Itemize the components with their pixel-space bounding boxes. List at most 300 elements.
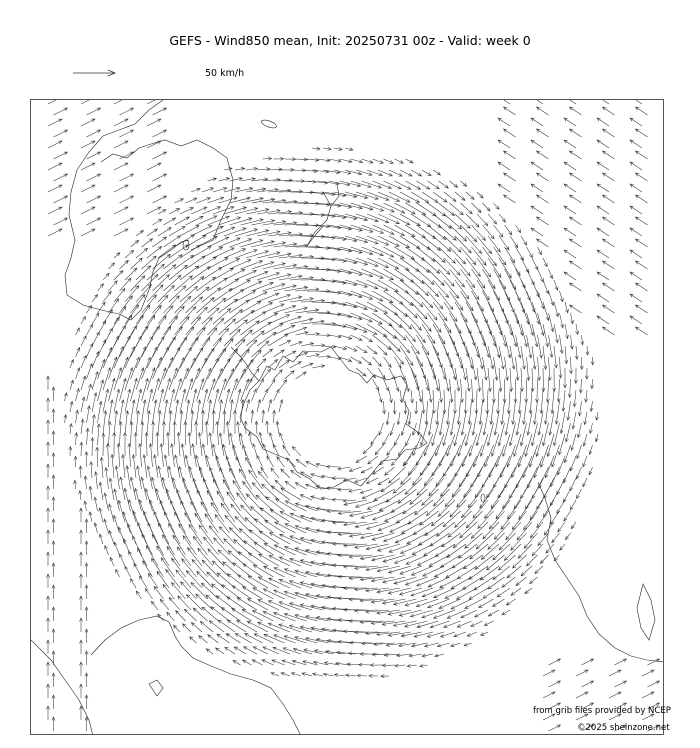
wind-arrow <box>356 368 366 376</box>
wind-arrow <box>448 522 466 537</box>
wind-arrow <box>361 511 383 519</box>
wind-arrow <box>147 368 155 390</box>
wind-arrow <box>597 228 609 236</box>
wind-arrow <box>585 368 588 379</box>
wind-arrow <box>432 390 435 413</box>
wind-arrow <box>118 500 125 522</box>
wind-arrow <box>560 313 564 328</box>
wind-arrow <box>230 177 243 181</box>
wind-arrow <box>497 588 510 597</box>
wind-arrow <box>433 214 451 229</box>
wind-arrow <box>406 379 410 391</box>
wind-arrow <box>327 531 350 534</box>
wind-arrow <box>268 253 291 258</box>
wind-arrow <box>480 489 494 508</box>
wind-arrow <box>378 390 382 402</box>
wind-arrow <box>501 511 516 529</box>
wind-arrow <box>52 431 55 445</box>
wind-arrow <box>217 491 230 511</box>
wind-arrow <box>504 151 516 159</box>
wind-arrow <box>96 447 99 467</box>
wind-arrow <box>180 389 186 412</box>
wind-arrow <box>451 445 461 466</box>
wind-arrow <box>252 282 274 291</box>
wind-arrow <box>273 445 279 457</box>
wind-arrow <box>570 305 582 313</box>
wind-arrow <box>514 489 526 509</box>
wind-arrow <box>98 284 104 291</box>
wind-arrow <box>531 206 543 214</box>
wind-arrow <box>171 444 175 467</box>
wind-arrow <box>142 534 153 555</box>
wind-arrow <box>81 336 86 346</box>
wind-arrow <box>411 566 433 575</box>
wind-arrow <box>448 467 461 487</box>
wind-arrow <box>276 421 279 434</box>
wind-arrow <box>243 660 252 665</box>
wind-arrow <box>505 313 513 335</box>
wind-arrow <box>417 621 439 628</box>
wind-arrow <box>136 389 142 412</box>
wind-arrow <box>384 379 389 391</box>
wind-arrow <box>579 379 582 393</box>
wind-arrow <box>89 486 92 500</box>
wind-arrow <box>411 192 429 203</box>
wind-arrow <box>338 467 351 470</box>
wind-arrow <box>361 533 384 539</box>
wind-arrow <box>439 357 446 379</box>
wind-arrow <box>76 389 80 402</box>
wind-arrow <box>266 421 269 434</box>
wind-arrow <box>597 206 609 214</box>
wind-arrow <box>257 455 263 467</box>
wind-arrow <box>636 195 648 203</box>
wind-arrow <box>563 368 566 388</box>
wind-arrow <box>559 357 562 378</box>
wind-arrow <box>335 673 346 676</box>
wind-arrow <box>570 478 576 491</box>
wind-arrow <box>439 335 449 356</box>
wind-arrow <box>208 278 228 291</box>
wind-arrow <box>213 268 233 280</box>
wind-arrow <box>132 455 136 478</box>
wind-arrow <box>527 313 534 336</box>
wind-arrow <box>285 481 295 489</box>
wind-arrow <box>224 269 245 280</box>
wind-arrow <box>191 622 202 632</box>
wind-arrow <box>405 599 428 606</box>
wind-arrow <box>225 647 235 654</box>
wind-arrow <box>152 534 163 555</box>
wind-arrow <box>446 566 466 578</box>
wind-arrow <box>169 245 188 258</box>
wind-arrow <box>296 372 307 379</box>
wind-arrow <box>125 411 129 434</box>
wind-arrow <box>79 508 82 522</box>
wind-arrow <box>256 495 273 511</box>
wind-arrow <box>555 401 559 424</box>
wind-arrow <box>92 393 97 412</box>
wind-arrow <box>253 565 273 577</box>
wind-arrow <box>135 488 142 511</box>
wind-arrow <box>257 400 261 413</box>
wind-arrow <box>169 524 180 545</box>
wind-arrow <box>279 296 302 302</box>
wind-arrow <box>466 368 470 391</box>
wind-arrow <box>345 280 367 287</box>
wind-arrow <box>477 368 481 391</box>
wind-arrow <box>400 258 419 272</box>
wind-arrow <box>558 522 565 532</box>
wind-arrow <box>597 294 609 302</box>
wind-arrow <box>340 203 363 209</box>
wind-arrow <box>175 379 182 402</box>
wind-arrow <box>591 379 594 389</box>
wind-arrow <box>383 555 406 562</box>
wind-arrow <box>81 229 95 236</box>
wind-arrow <box>274 389 279 401</box>
wind-arrow <box>603 107 615 115</box>
wind-arrow <box>457 621 471 627</box>
wind-arrow <box>54 174 68 181</box>
wind-arrow <box>104 519 109 533</box>
wind-arrow <box>357 674 367 677</box>
wind-arrow <box>498 140 510 148</box>
wind-arrow <box>243 445 252 467</box>
wind-arrow <box>505 269 516 290</box>
wind-arrow <box>195 422 198 445</box>
wind-arrow <box>630 250 642 258</box>
wind-arrow <box>642 670 654 676</box>
wind-arrow <box>417 269 435 285</box>
wind-arrow <box>636 305 648 313</box>
wind-arrow <box>454 632 466 637</box>
wind-arrow <box>177 433 180 456</box>
wind-arrow <box>75 433 78 445</box>
wind-arrow <box>70 360 74 369</box>
wind-arrow <box>52 453 55 467</box>
wind-arrow <box>564 228 576 236</box>
wind-arrow <box>384 313 402 328</box>
wind-arrow <box>543 500 554 517</box>
wind-arrow <box>167 612 175 621</box>
wind-arrow <box>549 313 554 332</box>
wind-arrow <box>503 379 506 403</box>
wind-arrow <box>564 118 576 126</box>
wind-arrow <box>257 273 279 281</box>
wind-arrow <box>510 236 518 248</box>
wind-arrow <box>216 648 225 654</box>
wind-arrow <box>246 208 269 214</box>
wind-arrow <box>281 488 301 500</box>
wind-arrow <box>295 503 317 511</box>
wind-arrow <box>202 389 208 412</box>
wind-arrow <box>565 346 568 364</box>
wind-arrow <box>208 258 229 269</box>
wind-arrow <box>491 434 499 456</box>
wind-map <box>30 99 664 735</box>
wind-arrow <box>531 118 543 126</box>
wind-arrow <box>388 588 411 594</box>
wind-arrow <box>175 255 194 269</box>
wind-arrow <box>343 499 356 502</box>
wind-arrow <box>158 614 164 621</box>
wind-arrow <box>133 511 142 533</box>
wind-arrow <box>148 574 158 589</box>
wind-arrow <box>435 434 444 456</box>
wind-arrow <box>306 461 318 467</box>
wind-arrow <box>516 313 524 335</box>
wind-arrow <box>488 610 499 616</box>
wind-arrow <box>100 457 103 478</box>
wind-arrow <box>148 523 158 544</box>
wind-arrow <box>236 457 246 478</box>
wind-arrow <box>295 548 318 555</box>
wind-arrow <box>428 445 439 466</box>
wind-arrow <box>550 511 559 524</box>
wind-arrow <box>338 488 351 491</box>
wind-arrow <box>307 181 328 184</box>
wind-arrow <box>391 500 411 512</box>
wind-arrow <box>239 469 251 489</box>
wind-arrow <box>538 291 545 309</box>
wind-arrow <box>504 173 516 181</box>
wind-arrow <box>531 100 543 104</box>
wind-arrow <box>54 218 68 225</box>
wind-arrow <box>387 445 395 455</box>
wind-arrow <box>97 424 100 445</box>
wind-arrow <box>164 358 173 380</box>
wind-arrow <box>202 444 208 467</box>
wind-arrow <box>464 555 483 569</box>
wind-arrow <box>524 511 538 530</box>
wind-arrow <box>372 533 394 540</box>
wind-arrow <box>559 434 566 455</box>
wind-arrow <box>537 217 549 225</box>
wind-arrow <box>581 335 584 345</box>
wind-arrow <box>469 566 488 579</box>
wind-arrow <box>164 255 183 269</box>
wind-arrow <box>384 247 405 258</box>
wind-arrow <box>120 108 134 115</box>
wind-arrow <box>271 673 279 677</box>
wind-arrow <box>402 522 423 533</box>
wind-arrow <box>46 574 49 588</box>
wind-arrow <box>344 544 367 547</box>
wind-arrow <box>560 291 564 302</box>
wind-arrow <box>158 347 169 368</box>
chart-title: GEFS - Wind850 mean, Init: 20250731 00z - Valid: week 0 <box>169 33 531 48</box>
wind-arrow <box>424 434 433 456</box>
wind-arrow <box>527 467 537 488</box>
wind-arrow <box>143 561 153 577</box>
wind-arrow <box>86 428 89 445</box>
wind-arrow <box>186 317 201 335</box>
wind-arrow <box>295 592 318 599</box>
wind-arrow <box>87 324 93 335</box>
wind-arrow <box>153 357 162 379</box>
wind-arrow <box>216 596 235 610</box>
wind-arrow <box>464 478 477 497</box>
wind-arrow <box>120 477 125 500</box>
wind-arrow <box>233 563 252 577</box>
wind-arrow <box>477 258 491 277</box>
wind-arrow <box>385 467 395 475</box>
wind-arrow <box>477 192 483 198</box>
wind-arrow <box>262 660 274 665</box>
wind-arrow <box>400 236 420 249</box>
wind-arrow <box>275 480 284 489</box>
wind-arrow <box>367 522 389 529</box>
wind-arrow <box>576 324 579 335</box>
wind-arrow <box>505 357 509 380</box>
wind-arrow <box>114 229 128 236</box>
wind-arrow <box>52 629 55 643</box>
wind-arrow <box>213 206 234 214</box>
wind-arrow <box>525 489 537 509</box>
wind-arrow <box>160 599 169 610</box>
wind-arrow <box>263 242 286 247</box>
wind-arrow <box>246 312 266 324</box>
wind-arrow <box>110 557 114 566</box>
wind-arrow <box>69 447 72 457</box>
wind-arrow <box>636 217 648 225</box>
wind-arrow <box>323 673 334 676</box>
wind-arrow <box>384 269 404 281</box>
wind-arrow <box>395 291 413 306</box>
wind-arrow <box>498 118 510 126</box>
wind-arrow <box>200 621 213 632</box>
wind-arrow <box>527 357 530 380</box>
wind-arrow <box>389 236 410 248</box>
wind-arrow <box>444 258 460 275</box>
wind-arrow <box>428 412 433 435</box>
wind-arrow <box>400 566 422 574</box>
wind-arrow <box>562 390 565 411</box>
wind-arrow <box>207 572 224 588</box>
wind-arrow <box>434 588 455 598</box>
wind-arrow <box>481 632 488 635</box>
wind-arrow <box>537 195 549 203</box>
wind-arrow <box>511 588 521 595</box>
wind-arrow <box>149 444 152 467</box>
wind-arrow <box>158 265 176 280</box>
wind-arrow <box>48 163 62 170</box>
wind-arrow <box>367 324 387 337</box>
wind-arrow <box>377 566 400 572</box>
wind-arrow <box>235 291 256 302</box>
wind-arrow <box>128 444 131 467</box>
wind-arrow <box>301 363 313 368</box>
wind-arrow <box>582 681 594 687</box>
wind-arrow <box>87 174 101 181</box>
wind-arrow <box>153 196 167 203</box>
wind-arrow <box>560 412 565 433</box>
wind-arrow <box>565 533 570 540</box>
wind-arrow <box>615 659 627 665</box>
wind-arrow <box>167 547 180 567</box>
wind-arrow <box>205 422 208 445</box>
wind-arrow <box>125 368 133 390</box>
wind-arrow <box>564 445 570 463</box>
wind-arrow <box>258 577 279 588</box>
wind-arrow <box>549 725 561 731</box>
wind-arrow <box>431 511 449 526</box>
wind-arrow <box>199 636 208 643</box>
wind-arrow <box>235 270 256 280</box>
wind-arrow <box>550 489 559 506</box>
wind-arrow <box>385 511 406 522</box>
wind-arrow <box>306 637 329 643</box>
wind-arrow <box>253 588 274 599</box>
tasmania-coastline <box>149 680 163 696</box>
wind-arrow <box>300 604 323 610</box>
wind-arrow <box>630 140 642 148</box>
wind-arrow <box>442 533 461 547</box>
wind-arrow <box>576 692 588 698</box>
wind-arrow <box>87 406 91 423</box>
wind-arrow <box>560 544 565 550</box>
wind-arrow <box>591 357 594 365</box>
wind-arrow <box>399 610 422 616</box>
wind-arrow <box>273 647 290 654</box>
wind-arrow <box>307 158 319 161</box>
wind-arrow <box>488 258 501 278</box>
wind-arrow <box>429 478 444 496</box>
wind-arrow <box>329 159 342 162</box>
wind-arrow <box>90 462 93 478</box>
wind-arrow <box>636 327 648 335</box>
wind-arrow <box>230 260 252 269</box>
wind-arrow <box>114 163 128 170</box>
wind-arrow <box>400 192 419 203</box>
wind-arrow <box>179 466 186 489</box>
wind-arrow <box>526 555 537 566</box>
wind-arrow <box>197 197 211 203</box>
wind-arrow <box>409 654 422 657</box>
wind-arrow <box>564 206 576 214</box>
wind-arrow <box>521 566 532 576</box>
wind-arrow <box>191 348 203 368</box>
wind-arrow <box>356 346 367 353</box>
wind-arrow <box>379 423 384 435</box>
wind-arrow <box>162 422 165 446</box>
wind-arrow <box>147 119 161 126</box>
wind-arrow <box>52 607 55 621</box>
wind-arrow <box>79 491 82 501</box>
wind-arrow <box>147 347 157 368</box>
wind-arrow <box>636 173 648 181</box>
wind-arrow <box>332 498 345 501</box>
wind-arrow <box>533 401 537 424</box>
wind-arrow <box>46 552 49 566</box>
wind-arrow <box>405 621 428 627</box>
wind-arrow <box>257 231 280 236</box>
wind-arrow <box>636 151 648 159</box>
wind-arrow <box>389 544 411 553</box>
wind-arrow <box>356 456 367 462</box>
wind-arrow <box>318 355 331 358</box>
wind-arrow <box>216 422 219 445</box>
wind-arrow <box>237 598 257 611</box>
wind-arrow <box>120 296 133 313</box>
wind-arrow <box>444 324 455 345</box>
wind-arrow <box>570 456 576 471</box>
wind-arrow <box>630 228 642 236</box>
wind-arrow <box>549 659 561 665</box>
wind-arrow <box>386 643 405 647</box>
wind-arrow <box>285 179 305 182</box>
